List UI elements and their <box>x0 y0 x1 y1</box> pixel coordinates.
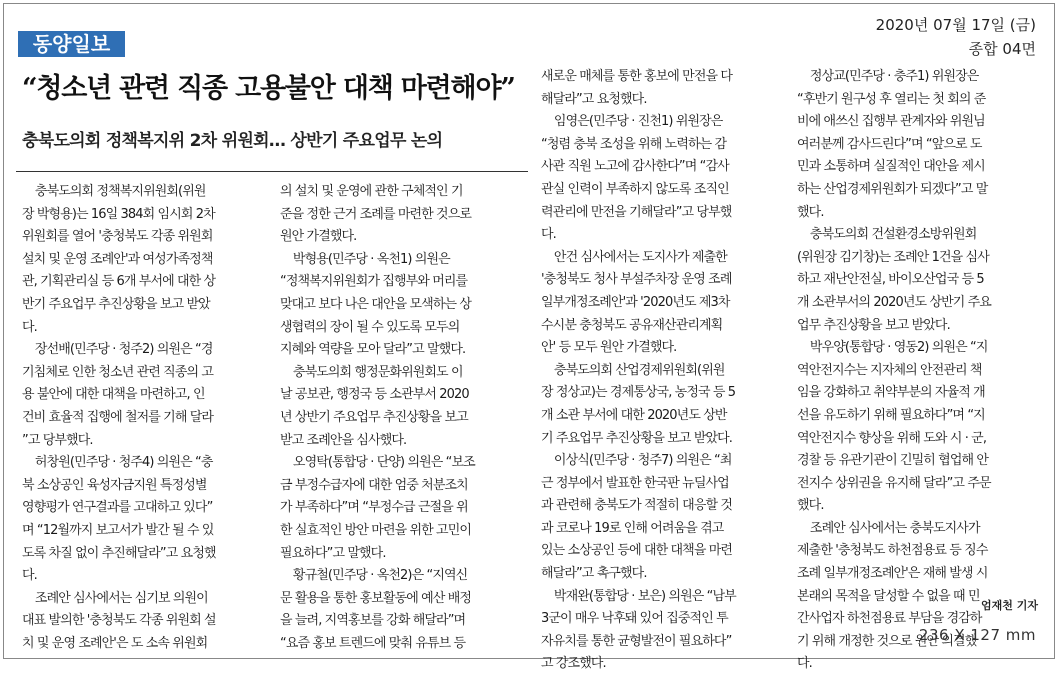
article-text-line: 위원회를 열어 '충청북도 각종 위원회 <box>22 229 213 245</box>
article-text-line: 이상식(민주당 · 청주7) 의원은 “최 <box>541 453 732 469</box>
article-column-1 <box>22 181 268 651</box>
article-text-line: 오영탁(통합당 · 단양) 의원은 “보조 <box>280 455 475 471</box>
article-text-line: 해달라”고 촉구했다. <box>541 566 647 582</box>
article-text-line: 북 소상공인 육성자금지원 특정성별 <box>22 477 207 493</box>
article-text-line: 안' 등 모두 원안 가결했다. <box>541 340 677 356</box>
article-text-line: 간사업자 하천점용료 부담을 경감하 <box>797 611 982 627</box>
article-text-line: “요즘 홍보 트렌드에 맞춰 유튜브 등 <box>280 635 466 651</box>
article-text-line: 여러분께 감사드린다”며 “앞으로 도 <box>797 136 982 152</box>
article-text-line: 개 소관부서의 2020년도 상반기 주요 <box>797 294 991 310</box>
article-text-line: 충북도의회 정책복지위원회(위원 <box>22 184 206 199</box>
article-text-line: 준을 정한 근거 조례를 마련한 것으로 <box>280 206 472 222</box>
article-text-line: 비에 애쓰신 집행부 관계자와 위원님 <box>797 114 985 130</box>
article-text-line: 설치 및 운영 조례안'과 여성가족정책 <box>22 251 213 267</box>
article-text-line: 장선배(민주당 · 청주2) 의원은 “경 <box>22 342 213 358</box>
article-subheadline: 충북도의회 정책복지위 2차 위원회… 상반기 주요업무 논의 <box>22 131 443 151</box>
clipping-size: 236 X 127 mm <box>918 626 1036 644</box>
article-text-line: 선을 유도하기 위해 필요하다”며 “지 <box>797 407 985 423</box>
article-text-line: 한 실효적인 방안 마련을 위한 고민이 <box>280 522 472 538</box>
article-text-line: 고 강조했다. <box>541 656 606 672</box>
article-text-line: 가 부족하다”며 “부정수급 근절을 위 <box>280 500 468 516</box>
article-text-line: 박형용(민주당 · 옥천1) 의원은 <box>280 251 450 267</box>
article-text-line: 했다. <box>797 204 824 220</box>
article-text-line: 년 상반기 주요업무 추진상황을 보고 <box>280 409 468 425</box>
article-text-line: 을 늘려, 지역홍보를 강화 해달라”며 <box>280 613 466 629</box>
section-page: 종합 04면 <box>968 40 1036 58</box>
article-text-line: 원안 가결했다. <box>280 229 357 245</box>
article-text-line: 자유치를 통한 균형발전이 필요하다” <box>541 633 732 649</box>
article-text-line: ”고 당부했다. <box>22 432 93 448</box>
article-text-line: 허창원(민주당 · 청주4) 의원은 “충 <box>22 455 213 471</box>
article-text-line: 충북도의회 산업경제위원회(위원 <box>541 362 725 378</box>
article-text-line: 역안전지수는 지자체의 안전관리 책 <box>797 362 982 378</box>
article-text-line: 용 불안에 대한 대책을 마련하고, 인 <box>22 387 205 403</box>
article-text-line: 업무 추진상황을 보고 받았다. <box>797 317 950 333</box>
article-text-line: '충청북도 청사 부설주차장 운영 조례 <box>541 272 732 288</box>
article-text-line: 충북도의회 행정문화위원회도 이 <box>280 364 463 380</box>
article-text-line: 다. <box>22 319 37 335</box>
article-column-3 <box>541 66 783 672</box>
article-text-line: 지혜와 역량을 모아 달라”고 말했다. <box>280 342 466 358</box>
article-text-line: 새로운 매체를 통한 홍보에 만전을 다 <box>541 69 733 84</box>
article-text-line: 정상교(민주당 · 충주1) 위원장은 <box>797 69 979 84</box>
article-text-line: 다. <box>797 656 812 672</box>
article-text-line: 있는 소상공인 등에 대한 대책을 마련 <box>541 543 733 559</box>
article-text-line: 금 부정수급자에 대한 엄중 처분조치 <box>280 477 468 493</box>
article-text-line: “후반기 원구성 후 열리는 첫 회의 준 <box>797 91 986 107</box>
article-text-line: 하고 재난안전실, 바이오산업국 등 5 <box>797 272 984 288</box>
article-text-line: 필요하다”고 말했다. <box>280 545 386 561</box>
article-text-line: 충북도의회 건설환경소방위원회 <box>797 227 977 243</box>
article-text-line: 며 “12월까지 보고서가 발간 될 수 있 <box>22 522 214 538</box>
article-text-line: 조례안 심사에서는 충북도지사가 <box>797 520 980 536</box>
article-text-line: 조례안 심사에서는 심기보 의원이 <box>22 590 208 606</box>
article-text-line: 문 활용을 통한 홍보활동에 예산 배정 <box>280 590 472 606</box>
article-text-line: (위원장 김기창)는 조례안 1건을 심사 <box>797 249 989 265</box>
article-headline: “청소년 관련 직종 고용불안 대책 마련해야” <box>22 73 515 104</box>
article-text-line: 다. <box>541 227 556 243</box>
article-text-line: 치 및 운영 조례안'은 도 소속 위원회 <box>22 635 208 651</box>
headline-divider <box>16 171 528 172</box>
article-text-line: 장 박형용)는 16일 384회 임시회 2차 <box>22 206 215 222</box>
article-text-line: 개 소관 부서에 대한 2020년도 상반 <box>541 407 727 423</box>
article-text-line: 전지수 상위권을 유지해 달라”고 주문 <box>797 475 991 491</box>
article-text-line: 경찰 등 유관기관이 긴밀히 협업해 안 <box>797 453 989 469</box>
article-text-line: 제출한 '충청북도 하천점용료 등 징수 <box>797 543 988 559</box>
article-text-line: 받고 조례안을 심사했다. <box>280 432 407 448</box>
article-text-line: 장 정상교)는 경제통상국, 농정국 등 5 <box>541 385 736 401</box>
article-text-line: 관, 기획관리실 등 6개 부서에 대한 상 <box>22 274 216 290</box>
article-text-line: 조례 일부개정조례안'은 재해 발생 시 <box>797 566 988 582</box>
article-text-line: 건비 효율적 집행에 철저를 기해 달라 <box>22 409 214 425</box>
article-text-line: 근 정부에서 발표한 한국판 뉴딜사업 <box>541 475 729 491</box>
article-text-line: 해달라”고 요청했다. <box>541 91 647 107</box>
article-text-line: 박우양(통합당 · 영동2) 의원은 “지 <box>797 340 988 356</box>
article-text-line: 본래의 목적을 달성할 수 없을 때 민 <box>797 588 980 604</box>
article-text-line: 생협력의 장이 될 수 있도록 모두의 <box>280 319 460 335</box>
newspaper-logo: 동양일보 <box>18 31 125 57</box>
article-text-line: 안건 심사에서는 도지사가 제출한 <box>541 249 727 265</box>
byline: 엄재천 기자 <box>981 599 1038 612</box>
article-text-line: 과 관련해 충북도가 적절히 대응할 것 <box>541 498 733 514</box>
article-text-line: 력관리에 만전을 기해달라”고 당부했 <box>541 204 732 220</box>
article-text-line: 임을 강화하고 취약부분의 자율적 개 <box>797 385 985 401</box>
article-text-line: 3군이 매우 낙후돼 있어 집중적인 투 <box>541 611 728 627</box>
article-text-line: 다. <box>22 568 37 584</box>
article-text-line: 사관 직원 노고에 감사한다”며 “감사 <box>541 159 729 175</box>
article-text-line: 과 코로나 19로 인해 어려움을 겪고 <box>541 520 724 536</box>
article-text-line: 했다. <box>797 498 824 514</box>
article-text-line: 반기 주요업무 추진상황을 보고 받았 <box>22 296 210 312</box>
article-text-line: 박재완(통합당 · 보은) 의원은 “남부 <box>541 588 736 604</box>
article-text-line: 수시분 충청북도 공유재산관리계획 <box>541 317 723 333</box>
article-text-line: 도록 차질 없이 추진해달라”고 요청했 <box>22 545 216 561</box>
article-text-line: 기침체로 인한 청소년 관련 직종의 고 <box>22 364 214 380</box>
article-column-2 <box>280 181 530 651</box>
article-text-line: 맞대고 보다 나은 대안을 모색하는 상 <box>280 296 472 312</box>
article-text-line: 역안전지수 향상을 위해 도와 시 · 군, <box>797 430 987 446</box>
article-text-line: “청렴 충북 조성을 위해 노력하는 감 <box>541 136 727 152</box>
article-text-line: 기 위해 개정한 것으로 원안 의결했 <box>797 633 977 649</box>
article-text-line: 관실 인력이 부족하지 않도록 조직인 <box>541 181 729 197</box>
article-text-line: 의 설치 및 운영에 관한 구체적인 기 <box>280 184 463 199</box>
article-text-line: 날 공보관, 행정국 등 소관부서 2020 <box>280 387 469 403</box>
article-text-line: 하는 산업경제위원회가 되겠다”고 말 <box>797 181 988 197</box>
article-text-line: 임영은(민주당 · 진천1) 위원장은 <box>541 114 723 130</box>
article-text-line: 영향평가 연구결과를 고대하고 있다” <box>22 500 213 516</box>
article-text-line: 황규철(민주당 · 옥천2)은 “지역신 <box>280 568 468 584</box>
article-text-line: 일부개정조례안'과 '2020년도 제3차 <box>541 294 730 310</box>
article-text-line: 민과 소통하며 실질적인 대안을 제시 <box>797 159 985 175</box>
article-text-line: 대표 발의한 '충청북도 각종 위원회 설 <box>22 613 216 629</box>
article-text-line: “정책복지위원회가 집행부와 머리를 <box>280 274 468 290</box>
article-text-line: 기 주요업무 추진상황을 보고 받았다. <box>541 430 733 446</box>
publication-date: 2020년 07월 17일 (금) <box>875 16 1036 34</box>
